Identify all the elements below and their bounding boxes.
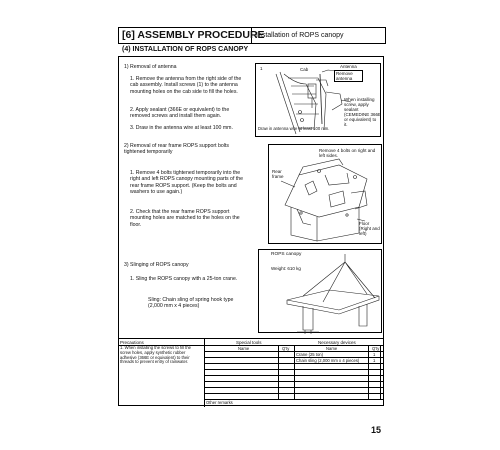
necessary-devices-qty-head: Q'ty bbox=[372, 345, 380, 351]
fig1-when-installing: When installing screw, apply sealant (CEMEDINE 366E or equivalent) to it. bbox=[344, 97, 382, 127]
fig2-rear-frame-label: Rear frame bbox=[272, 169, 284, 179]
info-table bbox=[118, 338, 384, 407]
fig1-cab-label: Cab bbox=[300, 67, 309, 72]
figure-rear-frame bbox=[268, 144, 382, 244]
step-2-2: 2. Check that the rear frame ROPS support mounting holes are matched to the holes on the floor. bbox=[130, 209, 240, 228]
fig1-draw-in: Draw in antenna wire at least 100 mm. bbox=[258, 126, 330, 131]
device-2-qty: 1 bbox=[373, 357, 376, 363]
device-1-name: Crane (25 ton) bbox=[296, 351, 323, 357]
special-tools-name-head: Name bbox=[238, 345, 250, 351]
other-remarks-label: Other remarks bbox=[206, 400, 233, 405]
step-1-2: 2. Apply sealant (366E or equivalent) to the removed screws and install them again. bbox=[130, 107, 230, 120]
fig2-floor-label: Floor (Right and left) bbox=[359, 221, 380, 236]
step-1-3: 3. Draw in the antenna wire at least 100 mm. bbox=[130, 125, 233, 131]
section-title: [6] ASSEMBLY PROCEDURE bbox=[119, 28, 252, 43]
special-tools-qty-head: Q'ty bbox=[282, 345, 290, 351]
step-1-1: 1. Remove the antenna from the right side of the cab assembly. Install screws (1) to the antenna mounting holes on the cab side to fill the holes. bbox=[130, 76, 242, 95]
necessary-devices-name-head: Name bbox=[326, 345, 338, 351]
fig3-weight: Weight: 610 kg bbox=[271, 266, 301, 271]
fig1-antenna-label: Antenna bbox=[340, 64, 357, 69]
fig3-title: ROPS canopy bbox=[271, 252, 302, 257]
fig1-remove-antenna: Remove antenna bbox=[334, 70, 363, 82]
figure-antenna bbox=[255, 63, 381, 137]
precautions-text: 1. When installing the screws to fill the screw holes, apply synthetic rubber adhesive (366E or equivalent) to their threads to prevent entry of rainwater. bbox=[120, 345, 191, 365]
fig1-number: 1 bbox=[260, 66, 263, 71]
section-header bbox=[118, 27, 386, 44]
fig2-remove-bolts: Remove 4 bolts on right and left sides. bbox=[319, 148, 376, 158]
section-subtitle: Installation of ROPS canopy bbox=[256, 32, 344, 39]
rops-canopy-illustration bbox=[259, 250, 383, 334]
page-number: 15 bbox=[371, 425, 382, 435]
step-2-title: 2) Removal of rear frame ROPS support bolts tightened temporarily bbox=[124, 143, 229, 156]
precautions-heading: Precautions bbox=[120, 339, 144, 345]
device-1-qty: 1 bbox=[373, 351, 376, 357]
special-tools-heading: Special tools bbox=[236, 339, 262, 345]
step-3-title: 3) Slinging of ROPS canopy bbox=[124, 262, 189, 268]
step-2-1: 1. Remove 4 bolts tightened temporarily into the right and left ROPS canopy mounting parts of the rear frame ROPS support. (Keep the bolts and washers to use again.) bbox=[130, 170, 244, 196]
procedure-title: (4) INSTALLATION OF ROPS CANOPY bbox=[122, 46, 249, 53]
step-3-sling: Sling: Chain sling of spring hook type (2,000 mm x 4 pieces) bbox=[148, 297, 234, 310]
device-2-name: Chain sling (2,000 mm x 4 pieces) bbox=[296, 357, 360, 363]
step-3-1: 1. Sling the ROPS canopy with a 25-ton crane. bbox=[130, 276, 238, 282]
necessary-devices-heading: Necessary devices bbox=[318, 339, 356, 345]
figure-rops-canopy bbox=[258, 249, 382, 333]
step-1-title: 1) Removal of antenna bbox=[124, 64, 177, 70]
